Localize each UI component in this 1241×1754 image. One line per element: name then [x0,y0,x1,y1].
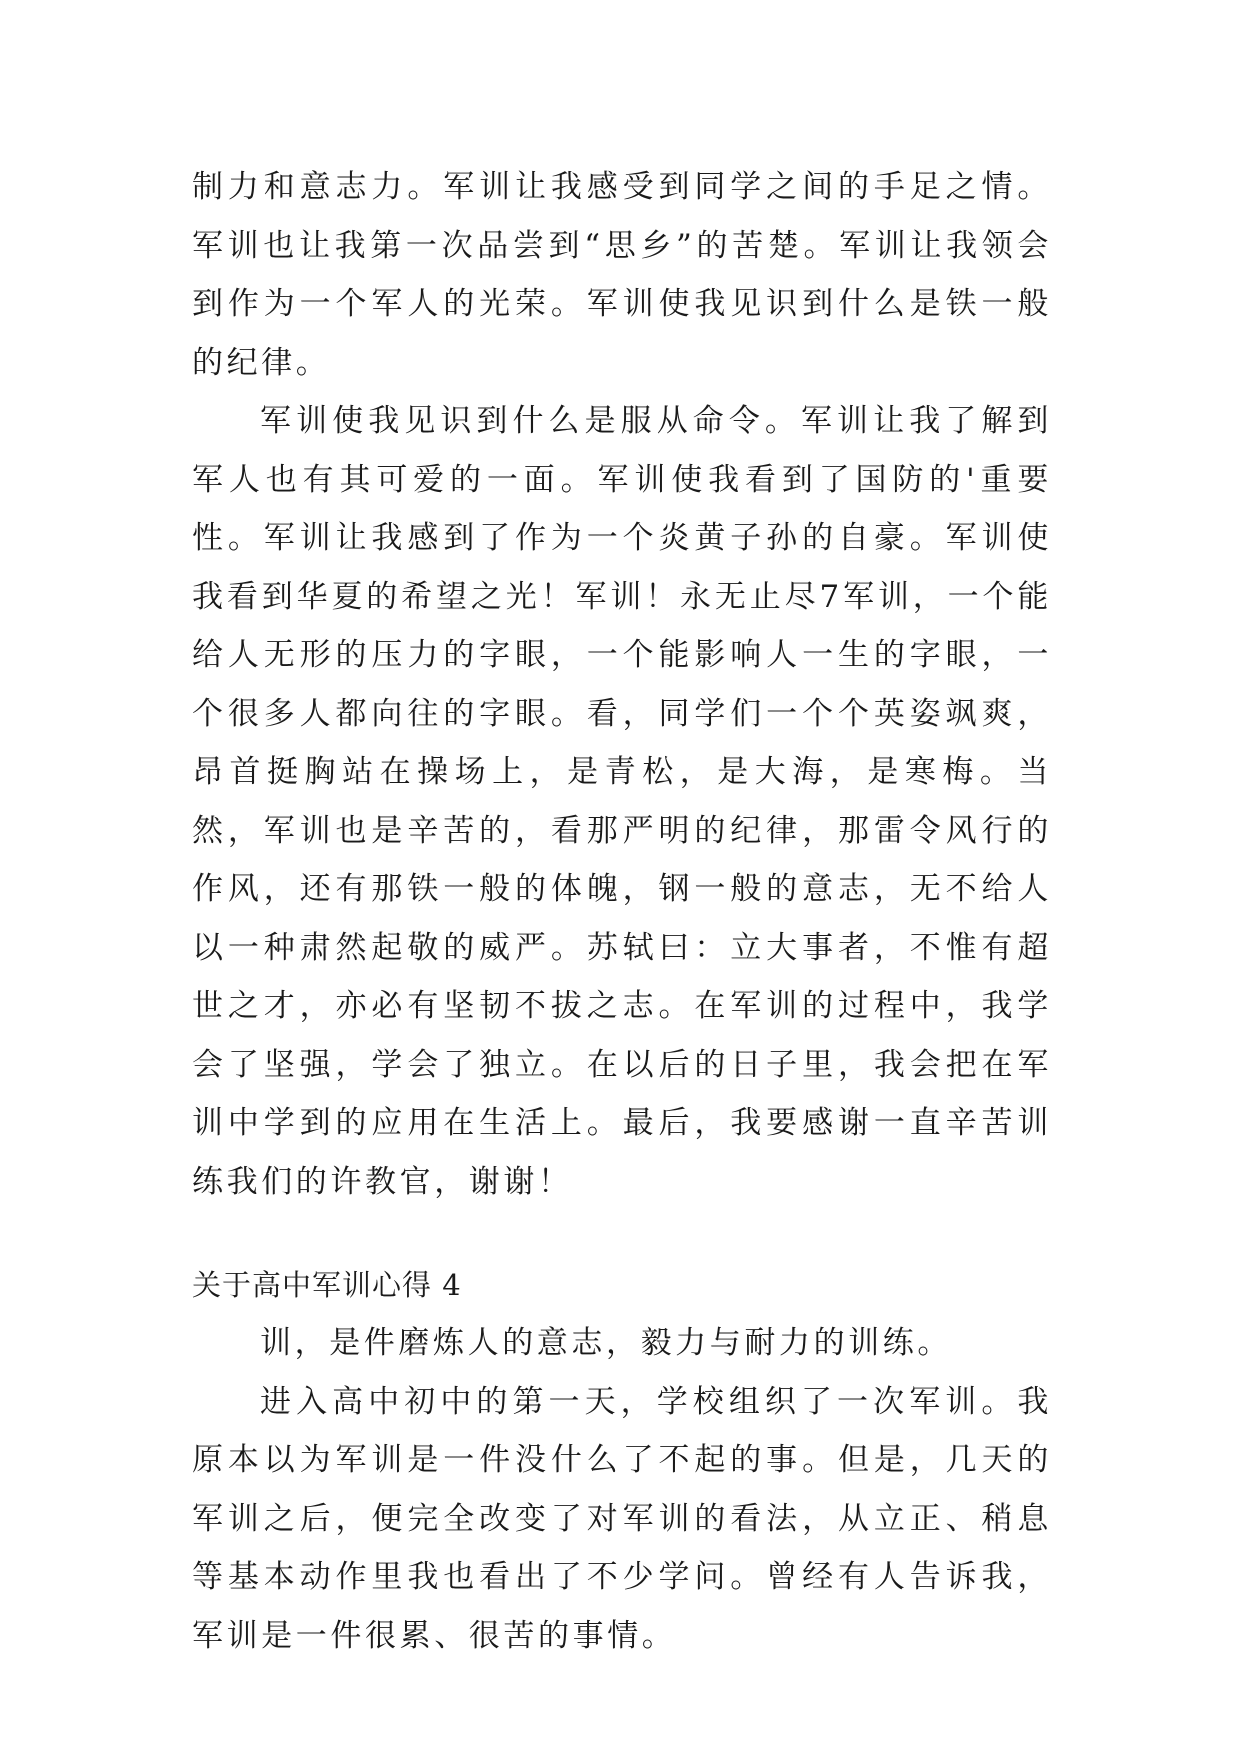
paragraph: 进入高中初中的第一天，学校组织了一次军训。我原本以为军训是一件没什么了不起的事。但是，几天的军训之后，便完全改变了对军训的看法，从立正、稍息等基本动作里我也看出了不少学问。曾经有人告诉我，军训是一件很累、很苦的事情。 [192,1383,1052,1654]
section-title: 关于高中军训心得 4 [192,1268,462,1302]
document-page [192,158,1052,1665]
paragraph-continued: 制力和意志力。军训让我感受到同学之间的手足之情。军训也让我第一次品尝到“思乡”的苦楚。军训让我领会到作为一个军人的光荣。军训使我见识到什么是铁一般的纪律。 [192,169,1052,381]
paragraph: 训，是件磨炼人的意志，毅力与耐力的训练。 [260,1325,952,1361]
paragraph: 军训使我见识到什么是服从命令。军训让我了解到军人也有其可爱的一面。军训使我看到了国防的'重要性。军训让我感到了作为一个炎黄子孙的自豪。军训使我看到华夏的希望之光！军训！永无止尽7军训，一个能给人无形的压力的字眼，一个能影响人一生的字眼，一个很多人都向往的字眼。看，同学们一个个英姿飒爽，昂首挺胸站在操场上，是青松，是大海，是寒梅。当然，军训也是辛苦的，看那严明的纪律，那雷令风行的作风，还有那铁一般的体魄，钢一般的意志，无不给人以一种肃然起敬的威严。苏轼曰：立大事者，不惟有超世之才，亦必有坚韧不拔之志。在军训的过程中，我学会了坚强，学会了独立。在以后的日子里，我会把在军训中学到的应用在生活上。最后，我要感谢一直辛苦训练我们的许教官，谢谢！ [192,403,1052,1200]
